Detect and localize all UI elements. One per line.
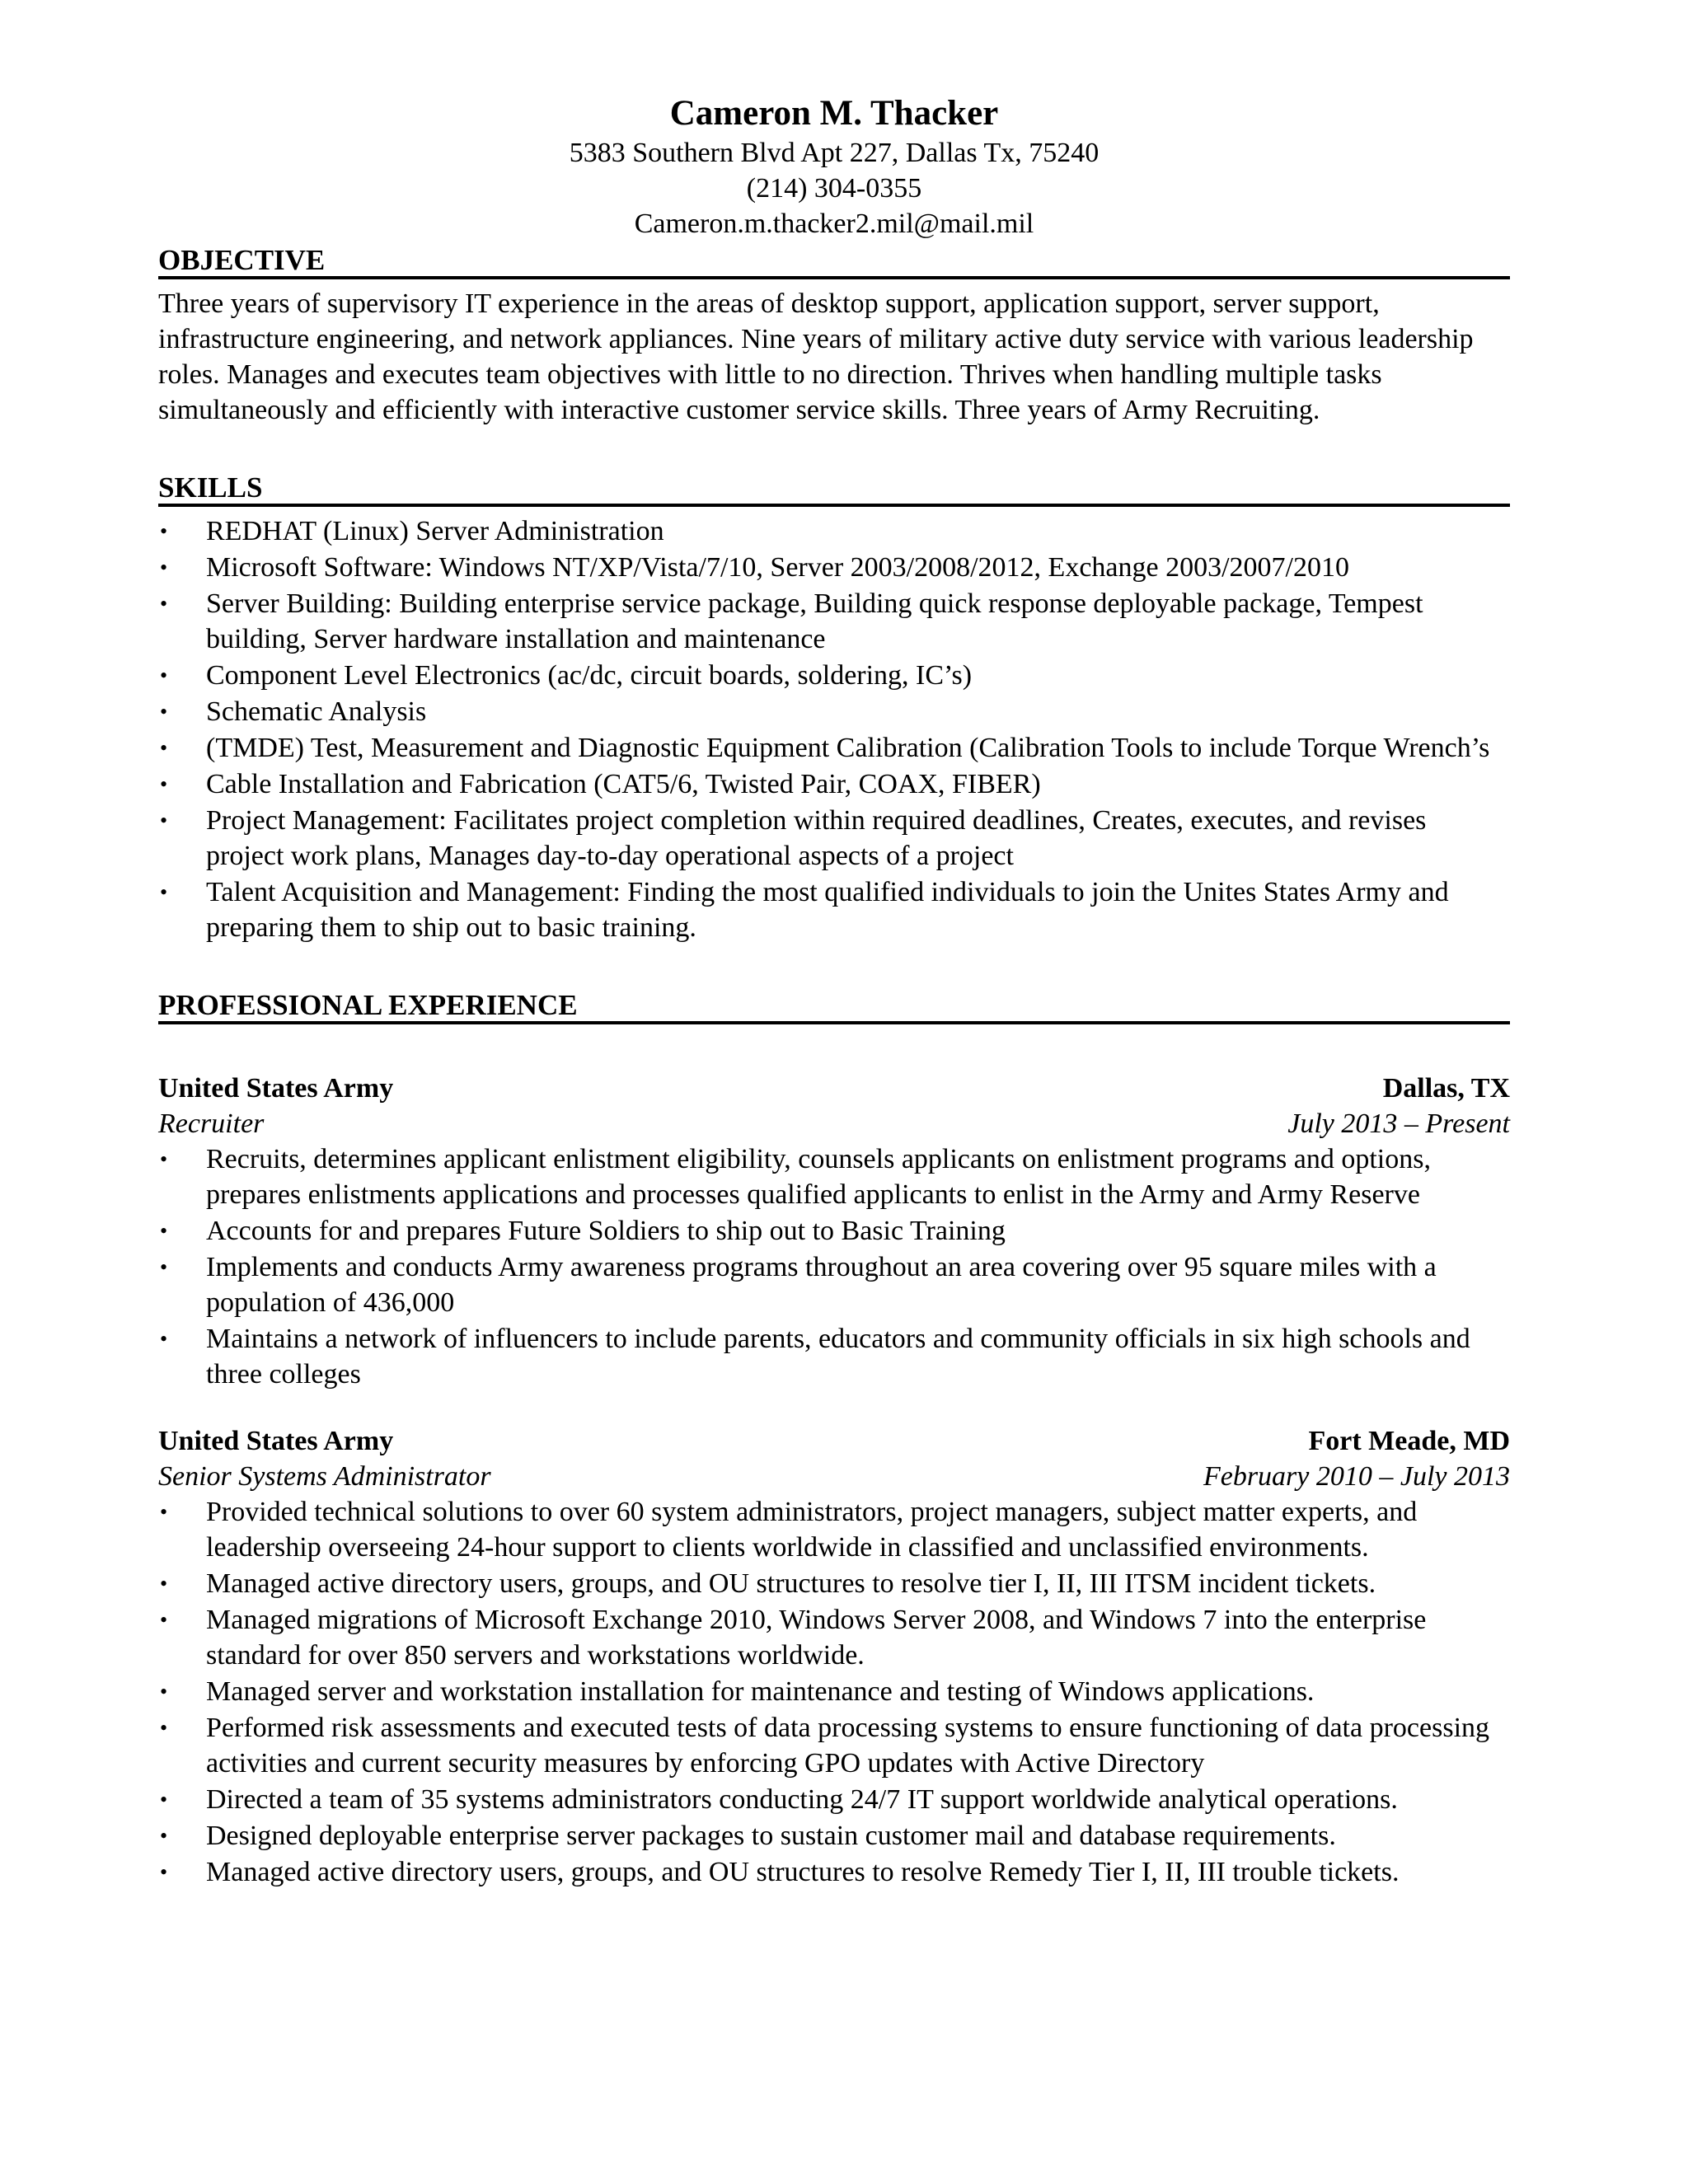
phone-number: (214) 304-0355 <box>746 173 922 204</box>
duty-text: Provided technical solutions to over 60 system administrators, project managers, subject matter experts, and leadership overseeing 24-hour support to clients worldwide in classified and unclassified environments. <box>206 1497 1418 1563</box>
duty-item <box>158 1213 1510 1249</box>
objective-heading: OBJECTIVE <box>158 245 1510 279</box>
skill-item <box>158 586 1510 657</box>
duty-text: Implements and conducts Army awareness programs throughout an area covering over 95 square miles with a population of 436,000 <box>206 1252 1437 1318</box>
job-entry <box>158 1071 1510 1392</box>
duty-text: Accounts for and prepares Future Soldiers to ship out to Basic Training <box>206 1216 1006 1246</box>
bullet-icon: • <box>160 1788 168 1811</box>
duty-text: Performed risk assessments and executed tests of data processing systems to ensure functioning of data processing activities and current security measures by enforcing GPO updates with Active Directory <box>206 1713 1490 1779</box>
skill-text: Component Level Electronics (ac/dc, circuit boards, soldering, IC’s) <box>206 660 973 691</box>
bullet-icon: • <box>160 1680 168 1704</box>
skill-item <box>158 513 1510 549</box>
duty-text: Directed a team of 35 systems administrators conducting 24/7 IT support worldwide analytical operations. <box>206 1784 1398 1815</box>
resume-content <box>158 92 1510 1891</box>
bullet-icon: • <box>160 1327 168 1351</box>
job-dates: February 2010 – July 2013 <box>1203 1461 1510 1492</box>
employer-name: United States Army <box>158 1073 394 1104</box>
skill-item <box>158 803 1510 874</box>
bullet-icon: • <box>160 1572 168 1596</box>
duty-text: Managed active directory users, groups, and OU structures to resolve tier I, II, III ITSM incident tickets. <box>206 1568 1376 1599</box>
bullet-icon: • <box>160 808 168 832</box>
duty-item <box>158 1602 1510 1673</box>
skill-text: Schematic Analysis <box>206 696 427 727</box>
skill-item <box>158 550 1510 585</box>
skills-heading: SKILLS <box>158 472 1510 507</box>
duty-item <box>158 1710 1510 1781</box>
bullet-icon: • <box>160 700 168 724</box>
bullet-icon: • <box>160 1608 168 1632</box>
job-duties-list <box>158 1494 1510 1890</box>
skill-text: Microsoft Software: Windows NT/XP/Vista/7/10, Server 2003/2008/2012, Exchange 2003/2007/2010 <box>206 552 1349 583</box>
duty-item <box>158 1854 1510 1890</box>
skill-item <box>158 658 1510 693</box>
job-title: Senior Systems Administrator <box>158 1461 491 1492</box>
bullet-icon: • <box>160 1219 168 1243</box>
duty-item <box>158 1674 1510 1709</box>
email-address: Cameron.m.thacker2.mil@mail.mil <box>634 209 1034 239</box>
job-title-row <box>158 1106 1510 1141</box>
skill-text: (TMDE) Test, Measurement and Diagnostic Equipment Calibration (Calibration Tools to include Torque Wrench’s <box>206 733 1490 763</box>
skill-item <box>158 730 1510 766</box>
bullet-icon: • <box>160 1824 168 1848</box>
bullet-icon: • <box>160 1147 168 1171</box>
job-employer-row <box>158 1071 1510 1106</box>
bullet-icon: • <box>160 592 168 616</box>
bullet-icon: • <box>160 1255 168 1279</box>
job-dates: July 2013 – Present <box>1287 1108 1510 1139</box>
employer-name: United States Army <box>158 1426 394 1456</box>
experience-heading: PROFESSIONAL EXPERIENCE <box>158 990 1510 1024</box>
duty-item <box>158 1249 1510 1320</box>
job-entry <box>158 1423 1510 1890</box>
skill-text: Server Building: Building enterprise service package, Building quick response deployable package, Tempest building, Server hardware installation and maintenance <box>206 588 1423 654</box>
contact-header <box>158 92 1510 241</box>
job-title-row <box>158 1459 1510 1494</box>
duty-item <box>158 1818 1510 1854</box>
job-title: Recruiter <box>158 1108 265 1139</box>
bullet-icon: • <box>160 1500 168 1524</box>
job-duties-list <box>158 1141 1510 1392</box>
skills-list <box>158 513 1510 945</box>
duty-text: Managed migrations of Microsoft Exchange 2010, Windows Server 2008, and Windows 7 into the enterprise standard for over 850 servers and workstations worldwide. <box>206 1605 1427 1671</box>
skill-text: REDHAT (Linux) Server Administration <box>206 516 664 546</box>
duty-text: Maintains a network of influencers to include parents, educators and community officials in six high schools and three colleges <box>206 1324 1470 1390</box>
bullet-icon: • <box>160 555 168 579</box>
bullet-icon: • <box>160 1860 168 1884</box>
duty-text: Recruits, determines applicant enlistment eligibility, counsels applicants on enlistment programs and options, prepares enlistments applications and processes qualified applicants to enlist in the Army and Army Reserve <box>206 1144 1431 1210</box>
skill-item <box>158 694 1510 729</box>
duty-text: Managed server and workstation installation for maintenance and testing of Windows applications. <box>206 1676 1315 1707</box>
candidate-name: Cameron M. Thacker <box>669 94 999 133</box>
bullet-icon: • <box>160 519 168 543</box>
duty-item <box>158 1566 1510 1601</box>
skill-item <box>158 874 1510 945</box>
skill-text: Talent Acquisition and Management: Finding the most qualified individuals to join the Unites States Army and preparing them to ship out to basic training. <box>206 877 1449 943</box>
job-location: Fort Meade, MD <box>1308 1426 1510 1456</box>
objective-text: Three years of supervisory IT experience in the areas of desktop support, application support, server support, infrastructure engineering, and network appliances. Nine years of military active duty service with various leadership roles. Manages and executes team objectives with little to no direction. Thrives when handling multiple tasks simultaneously and efficiently with interactive customer service skills. Three years of Army Recruiting. <box>158 288 1474 425</box>
bullet-icon: • <box>160 880 168 904</box>
bullet-icon: • <box>160 1716 168 1740</box>
job-location: Dallas, TX <box>1382 1073 1510 1104</box>
address: 5383 Southern Blvd Apt 227, Dallas Tx, 75240 <box>569 138 1100 168</box>
duty-text: Managed active directory users, groups, and OU structures to resolve Remedy Tier I, II, III trouble tickets. <box>206 1857 1400 1887</box>
job-employer-row <box>158 1423 1510 1459</box>
skill-text: Cable Installation and Fabrication (CAT5/6, Twisted Pair, COAX, FIBER) <box>206 769 1041 799</box>
skill-text: Project Management: Facilitates project completion within required deadlines, Creates, executes, and revises project work plans, Manages day-to-day operational aspects of a project <box>206 805 1427 871</box>
bullet-icon: • <box>160 736 168 760</box>
duty-text: Designed deployable enterprise server packages to sustain customer mail and database requirements. <box>206 1821 1336 1851</box>
skill-item <box>158 766 1510 802</box>
bullet-icon: • <box>160 772 168 796</box>
duty-item <box>158 1321 1510 1392</box>
duty-item <box>158 1141 1510 1212</box>
bullet-icon: • <box>160 663 168 687</box>
duty-item <box>158 1782 1510 1817</box>
duty-item <box>158 1494 1510 1565</box>
